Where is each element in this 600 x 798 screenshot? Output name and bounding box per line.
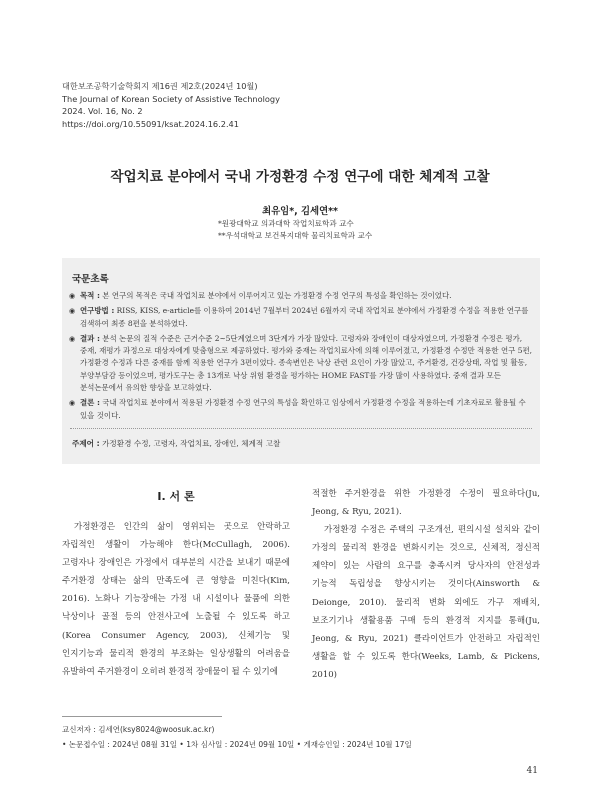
abstract-conclusion: [68, 397, 534, 422]
body-paragraph: 가정환경은 인간의 삶이 영위되는 곳으로 안락하고 자립적인 생활이 가능해야 한다(McCullagh, 2006). 고령자나 장애인은 가정에서 대부분의 시간을 보내기 때문에 주거환경 상태는 삶의 만족도에 큰 영향을 미친다(Kim, 2016). 노화나 기능장애는 가정 내 시설이나 물품에 의한 낙상이나 골절 등의 안전사고에 노출될 수 있도록 하고(Korea Consumer Agency, 2003), 신체기능 및 인지기능과 물리적 환경의 부조화는 일상생활의 어려움을 유발하여 주거환경이 오히려 환경적 장애물이 될 수 있기에: [62, 522, 290, 677]
abstract-text: 본 연구의 목적은 국내 작업치료 분야에서 이루어지고 있는 가정환경 수정 연구의 특성을 확인하는 것이었다.: [99, 291, 452, 300]
keywords-label: 주제어 :: [72, 439, 100, 448]
paper-title: 작업치료 분야에서 국내 가정환경 수정 연구에 대한 체계적 고찰: [110, 169, 490, 185]
abstract-method: [68, 305, 534, 330]
corresponding-author: 교신저자 : 김세연(ksy8024@woosuk.ac.kr): [62, 725, 215, 734]
journal-volume: 2024. Vol. 16, No. 2: [62, 106, 143, 117]
abstract-label: 목적 :: [80, 291, 100, 300]
submission-dates: • 논문접수일 : 2024년 08월 31일 • 1차 심사일 : 2024년 09월 10일 • 게재승인일 : 2024년 10월 17일: [62, 740, 412, 749]
abstract-purpose: [68, 290, 534, 302]
abstract-results: [68, 333, 534, 394]
body-column-right: [312, 485, 540, 684]
journal-name-ko: 대한보조공학기술학회지 제16권 제2호(2024년 10월): [62, 81, 258, 91]
bullet-icon: ◉: [69, 307, 76, 316]
abstract-text: RISS, KISS, e-article를 이용하여 2014년 7월부터 2024년 6월까지 국내 작업치료 분야에서 가정환경 수정을 적용한 연구를 검색하여 최종 8편을 분석하였다.: [80, 306, 529, 328]
body-paragraph: 가정환경 수정은 주택의 구조개선, 편의시설 설치와 같이 가정의 물리적 환경을 변화시키는 것으로, 신체적, 정신적 제약이 있는 사람의 요구를 충족시켜 당사자의 안전성과 기능적 독립성을 향상시키는 것이다(Ainsworth & Deionge, 2010). 물리적 변화 외에도 가구 재배치, 보조기기나 생활용품 구매 등의 환경적 지지를 통해(Ju, Jeong, & Ryu, 2021) 클라이언트가 안전하고 자립적인 생활을 할 수 있도록 한다(Weeks, Lamb, & Pickens, 2010): [312, 525, 540, 680]
footnote-divider: [62, 716, 222, 717]
bullet-icon: ◉: [69, 334, 76, 343]
abstract-divider: [70, 428, 532, 429]
abstract-label: 결과 :: [80, 333, 100, 343]
abstract-label: 결론 :: [80, 398, 100, 408]
bullet-icon: ◉: [69, 399, 76, 408]
affiliation-2: **우석대학교 보건복지대학 물리치료학과 교수: [218, 230, 373, 240]
bullet-icon: ◉: [69, 292, 76, 300]
keywords-text: 가정환경 수정, 고령자, 작업치료, 장애인, 체계적 고찰: [99, 439, 281, 448]
affiliation-1: *원광대학교 의과대학 작업치료학과 교수: [218, 219, 354, 228]
body-column-left: [62, 518, 290, 681]
journal-header: [62, 80, 280, 130]
abstract-label: 연구방법 :: [80, 306, 115, 316]
body-paragraph-continued: 적절한 주거환경을 위한 가정환경 수정이 필요하다(Ju, Jeong, & Ryu, 2021).: [312, 489, 540, 518]
section-heading: I. 서 론: [157, 490, 195, 503]
doi-link[interactable]: https://doi.org/10.55091/ksat.2024.16.2.41: [62, 118, 239, 129]
abstract-list: [68, 290, 534, 425]
abstract-text: 국내 작업치료 분야에서 적용된 가정환경 수정 연구의 특성을 확인하고 임상에서 가정환경 수정을 적용하는데 기초자료로 활용될 수 있을 것이다.: [80, 398, 526, 420]
keywords: [72, 438, 280, 449]
abstract-text: 분석 논문의 질적 수준은 근거수준 2~5단계였으며 3단계가 가장 많았다. 고령자와 장애인이 대상자였으며, 가정환경 수정은 평가, 중재, 재평가 과정으로 대상자에게 맞춤형으로 제공하였다. 평가와 중재는 작업치료사에 의해 이루어졌고, 가정환경 수정만 적용한 연구 5편, 가정환경 수정과 다른 중재를 함께 적용한 연구가 3편이었다. 종속변인은 낙상 관련 요인이 가장 많았고, 주거환경, 건강상태, 작업 및 활동, 부양부담감 등이었으며, 평가도구는 총 13개로 낙상 위험 환경을 평가하는 HOME FAST를 가장 많이 사용하였다. 중재 결과 모든 분석논문에서 유의한 향상을 보고하였다.: [80, 333, 532, 393]
page-number: 41: [526, 766, 538, 776]
affiliations: [218, 218, 372, 241]
journal-name-en: The Journal of Korean Society of Assistive Technology: [62, 93, 280, 104]
author-list: 최유임*, 김세연**: [262, 206, 338, 217]
abstract-heading: 국문초록: [72, 274, 109, 285]
footnote: [62, 722, 412, 752]
abstract-box: [62, 258, 540, 464]
